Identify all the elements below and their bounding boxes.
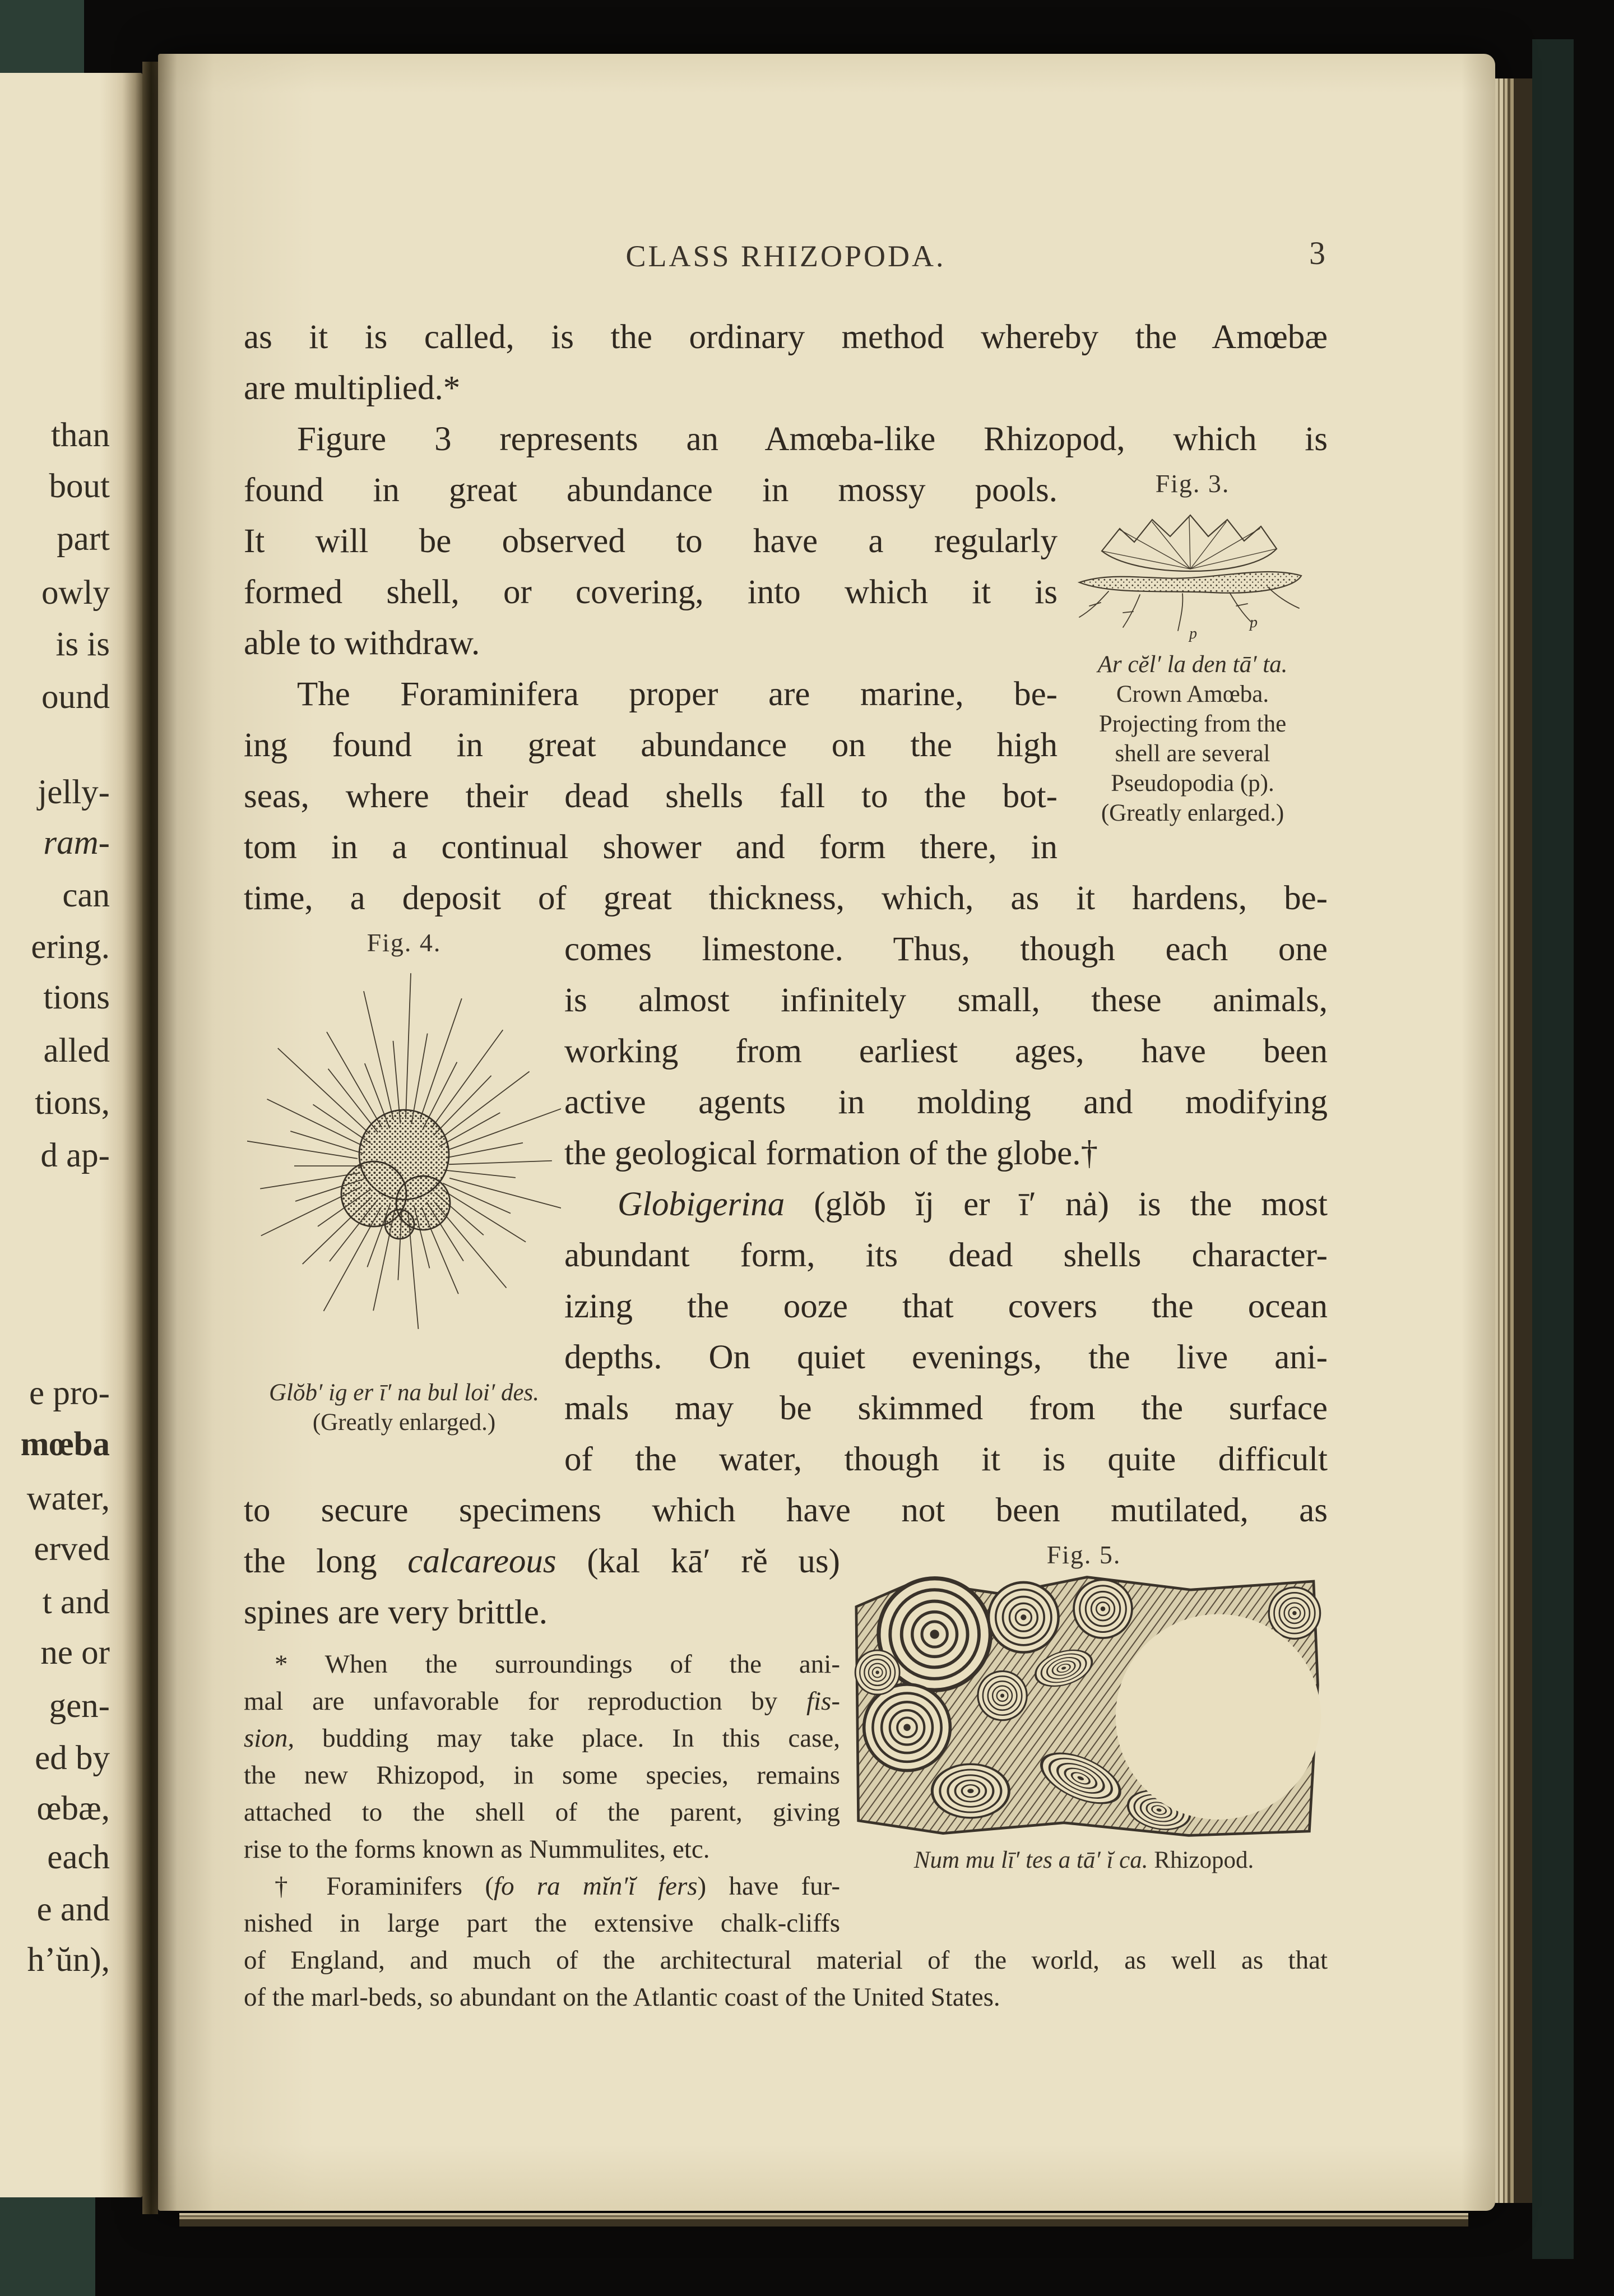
left-page-text-fragment: h’ŭn),: [27, 1941, 110, 1979]
book-cover-edge-right: [1532, 39, 1574, 2259]
footnotes: [244, 1646, 840, 1942]
left-page-text-fragment: ound: [41, 678, 110, 716]
figure-5: [840, 1536, 1328, 1875]
text-segment: ) have fur-: [697, 1872, 840, 1901]
figure-5-caption: [840, 1845, 1328, 1875]
left-page-text-fragment: e pro-: [29, 1374, 110, 1412]
fig3-crown-amoeba-illustration: [1064, 499, 1321, 645]
left-page-text-fragment: water,: [26, 1480, 110, 1517]
text-line: mals may be skimmed from the surface: [564, 1390, 1328, 1427]
left-page-text-fragment: ering.: [31, 928, 110, 966]
text-line: [564, 1179, 1328, 1230]
fig5-nummulites-illustration: [846, 1571, 1322, 1841]
caption-line: Glŏb′ ig er ī′ na bul loi′ des.: [268, 1380, 540, 1406]
text-line: izing the ooze that covers the ocean: [564, 1288, 1328, 1325]
text-segment: Rhizopod.: [1148, 1847, 1254, 1873]
italic-segment: sion,: [244, 1724, 295, 1753]
fig4-globigerina-illustration: [247, 959, 561, 1373]
left-page-text-fragment: d ap-: [40, 1137, 110, 1174]
text-segment: the long: [244, 1543, 408, 1580]
text-line: It will be observed to have a regularly: [244, 522, 1058, 560]
footnote-line: [244, 1868, 840, 1905]
text-column: [244, 465, 1058, 873]
left-page-text-fragment: than: [50, 416, 110, 454]
figure-3-caption: [1058, 650, 1328, 828]
footnote-line: attached to the shell of the parent, giving: [244, 1798, 840, 1827]
text-line: to secure specimens which have not been mutilated, as: [244, 1492, 1328, 1529]
left-page-text-fragment: ram-: [43, 824, 110, 862]
page-edge-stack-bottom: [179, 2213, 1468, 2226]
fig3-p-label: p: [1189, 625, 1197, 642]
figure-5-label: Fig. 5.: [1046, 1540, 1121, 1569]
caption-line: [840, 1845, 1328, 1875]
footnote-line: rise to the forms known as Nummulites, etc.: [244, 1835, 710, 1864]
left-page-text-fragment: each: [47, 1839, 110, 1876]
text-segment: (glŏb ĭj er ī′ nȧ) is the most: [785, 1186, 1328, 1223]
previous-page-edge: [0, 73, 142, 2197]
caption-line: (Greatly enlarged.): [1101, 800, 1284, 826]
text-figure-row: [244, 924, 1328, 1485]
left-page-text-fragment: part: [57, 520, 110, 558]
footnote-line: [244, 1646, 840, 1683]
text-line: of the water, though it is quite difficult: [564, 1441, 1328, 1478]
page-edge-stack-right: [1495, 78, 1532, 2203]
italic-segment: fis-: [806, 1687, 840, 1716]
text-column: [244, 1536, 840, 1942]
left-page-text-fragment: ed by: [35, 1739, 110, 1777]
left-page-text-fragment: is is: [55, 626, 110, 663]
text-line: depths. On quiet evenings, the live ani-: [564, 1339, 1328, 1376]
italic-segment: Globigerina: [618, 1186, 785, 1223]
left-page-text-fragment: ne or: [40, 1634, 110, 1672]
figure-3: [1058, 465, 1328, 828]
page-content: [244, 235, 1328, 2016]
text-line: seas, where their dead shells fall to the bot-: [244, 777, 1058, 815]
text-line: active agents in molding and modifying: [564, 1084, 1328, 1121]
text-line: spines are very brittle.: [244, 1594, 548, 1631]
left-page-text-fragment: bout: [49, 467, 110, 505]
text-line: are multiplied.*: [244, 369, 461, 407]
text-line: found in great abundance in mossy pools.: [244, 471, 1058, 509]
left-page-text-fragment: owly: [41, 574, 110, 612]
text-line: ing found in great abundance on the high: [244, 726, 1058, 764]
left-page-text-fragment: t and: [42, 1584, 110, 1621]
text-column: [564, 924, 1328, 1485]
text-line: [244, 1536, 840, 1587]
book-page: [158, 54, 1495, 2211]
text-line: formed shell, or covering, into which it is: [244, 573, 1058, 611]
page-title: CLASS RHIZOPODA.: [625, 239, 946, 273]
text-line: abundant form, its dead shells character-: [564, 1237, 1328, 1274]
left-page-text-fragment: tions,: [35, 1084, 110, 1122]
caption-line: Pseudopodia (p).: [1111, 770, 1274, 797]
figure-4: [244, 924, 564, 1437]
text-figure-row: [244, 1536, 1328, 1942]
text-line: working from earliest ages, have been: [564, 1033, 1328, 1070]
fig3-p-label: p: [1250, 614, 1258, 631]
left-page-text-fragment: jelly-: [38, 774, 110, 811]
italic-segment: Num mu lī′ tes a tā′ ĭ ca.: [913, 1847, 1148, 1873]
figure-3-label: Fig. 3.: [1155, 469, 1230, 498]
running-head: [244, 235, 1328, 279]
left-page-text-fragment: mœba: [20, 1425, 110, 1463]
caption-line: Projecting from the: [1098, 711, 1287, 737]
text-segment: * When the surroundings of the ani-: [275, 1650, 840, 1679]
footnote-line: of the marl-beds, so abundant on the Atlantic coast of the United States.: [244, 1983, 1000, 2012]
text-line: able to withdraw.: [244, 624, 480, 662]
left-page-text-fragment: erved: [34, 1530, 110, 1568]
caption-line: Crown Amœba.: [1116, 681, 1269, 707]
text-line: the geological formation of the globe.†: [564, 1135, 1098, 1172]
text-segment: † Foraminifers (: [275, 1872, 494, 1901]
left-page-text-fragment: can: [62, 877, 110, 914]
left-page-text-fragment: alled: [43, 1032, 110, 1070]
text-segment: (kal kā′ rĕ us): [556, 1543, 840, 1580]
footnote-line: of England, and much of the architectural material of the world, as well as that: [244, 1946, 1328, 1975]
text-line: The Foraminifera proper are marine, be-: [297, 675, 1058, 713]
caption-line: Ar cĕl′ la den tā′ ta.: [1097, 651, 1288, 678]
text-segment: budding may take place. In this case,: [294, 1724, 840, 1753]
footnote-line: the new Rhizopod, in some species, remains: [244, 1761, 840, 1790]
left-page-text-fragment: gen-: [49, 1687, 110, 1725]
text-line: Figure 3 represents an Amœba-like Rhizopod, which is: [297, 420, 1328, 458]
text-segment: mal are unfavorable for reproduction by: [244, 1687, 806, 1716]
text-figure-row: [244, 465, 1328, 873]
footnote-line: [244, 1683, 840, 1720]
italic-segment: fo ra mĭn′ĭ fers: [494, 1872, 698, 1901]
italic-segment: calcareous: [407, 1543, 556, 1580]
text-line: tom in a continual shower and form there, in: [244, 828, 1058, 866]
text-line: is almost infinitely small, these animals,: [564, 982, 1328, 1019]
text-line: comes limestone. Thus, though each one: [564, 931, 1328, 968]
caption-line: shell are several: [1115, 740, 1270, 767]
left-page-text-fragment: œbæ,: [36, 1790, 110, 1827]
figure-4-label: Fig. 4.: [367, 928, 442, 957]
footnote-line: [244, 1720, 840, 1757]
figure-4-caption: [244, 1378, 564, 1437]
book-gutter-shadow: [142, 62, 158, 2214]
text-line: as it is called, is the ordinary method whereby the Amœbæ: [244, 318, 1328, 356]
text-line: time, a deposit of great thickness, which, as it hardens, be-: [244, 879, 1328, 917]
footnote-line: nished in large part the extensive chalk-cliffs: [244, 1909, 840, 1938]
page-number: 3: [1309, 235, 1325, 271]
left-page-text-fragment: e and: [36, 1891, 110, 1928]
left-page-text-fragment: tions: [43, 979, 110, 1016]
caption-line: (Greatly enlarged.): [312, 1409, 496, 1436]
